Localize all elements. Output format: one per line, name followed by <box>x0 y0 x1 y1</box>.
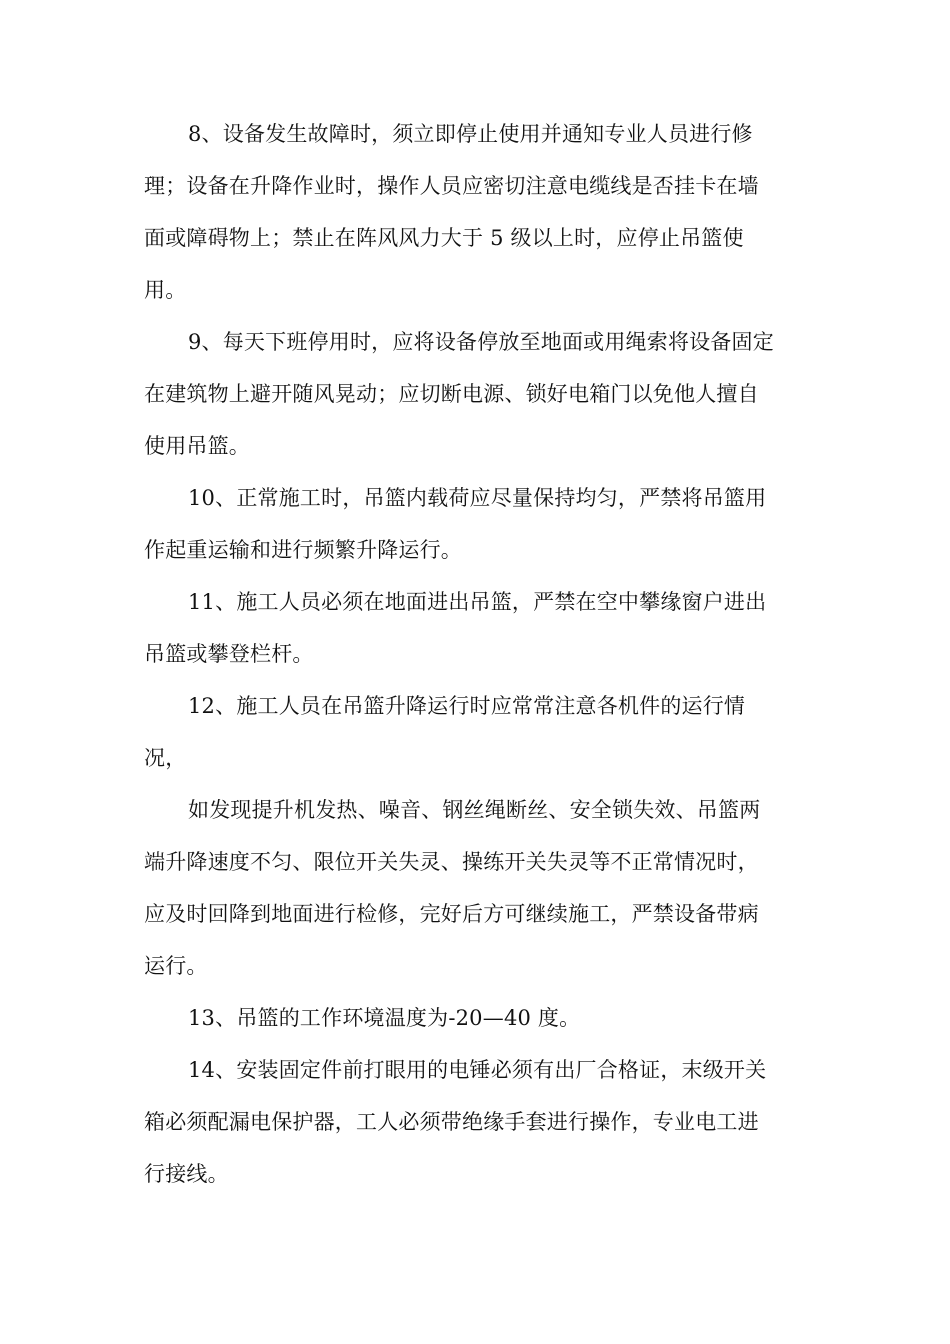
paragraph-line: 9、每天下班停用时，应将设备停放至地面或用绳索将设备固定 <box>188 330 774 354</box>
paragraph-line: 10、正常施工时，吊篮内载荷应尽量保持均匀，严禁将吊篮用 <box>188 486 767 510</box>
paragraph-9 <box>144 316 804 472</box>
paragraph-line: 11、施工人员必须在地面进出吊篮，严禁在空中攀缘窗户进出 <box>188 590 767 614</box>
paragraph-14 <box>144 1044 804 1200</box>
paragraph-line: 行接线。 <box>144 1162 229 1186</box>
paragraph-line: 应及时回降到地面进行检修，完好后方可继续施工，严禁设备带病 <box>144 902 759 926</box>
document-body <box>144 108 804 1200</box>
paragraph-line: 在建筑物上避开随风晃动；应切断电源、锁好电箱门以免他人擅自 <box>144 382 759 406</box>
paragraph-10 <box>144 472 804 576</box>
paragraph-12-continued <box>144 784 804 992</box>
paragraph-line: 如发现提升机发热、噪音、钢丝绳断丝、安全锁失效、吊篮两 <box>188 798 761 822</box>
paragraph-13 <box>144 992 804 1044</box>
paragraph-12 <box>144 680 804 784</box>
paragraph-line: 吊篮或攀登栏杆。 <box>144 642 314 666</box>
paragraph-line: 况， <box>144 746 187 770</box>
paragraph-line: 使用吊篮。 <box>144 434 250 458</box>
paragraph-line: 8、设备发生故障时，须立即停止使用并通知专业人员进行修 <box>188 122 753 146</box>
paragraph-line: 13、吊篮的工作环境温度为-20—40 度。 <box>188 1006 581 1030</box>
paragraph-line: 理；设备在升降作业时，操作人员应密切注意电缆线是否挂卡在墙 <box>144 174 759 198</box>
paragraph-line: 14、安装固定件前打眼用的电锤必须有出厂合格证，末级开关 <box>188 1058 767 1082</box>
paragraph-line: 面或障碍物上；禁止在阵风风力大于 5 级以上时，应停止吊篮使 <box>144 226 744 250</box>
paragraph-line: 用。 <box>144 278 187 302</box>
paragraph-11 <box>144 576 804 680</box>
paragraph-line: 箱必须配漏电保护器，工人必须带绝缘手套进行操作，专业电工进 <box>144 1110 759 1134</box>
paragraph-line: 运行。 <box>144 954 208 978</box>
paragraph-line: 作起重运输和进行频繁升降运行。 <box>144 538 462 562</box>
paragraph-line: 端升降速度不匀、限位开关失灵、操练开关失灵等不正常情况时， <box>144 850 759 874</box>
paragraph-8 <box>144 108 804 316</box>
paragraph-line: 12、施工人员在吊篮升降运行时应常常注意各机件的运行情 <box>188 694 746 718</box>
